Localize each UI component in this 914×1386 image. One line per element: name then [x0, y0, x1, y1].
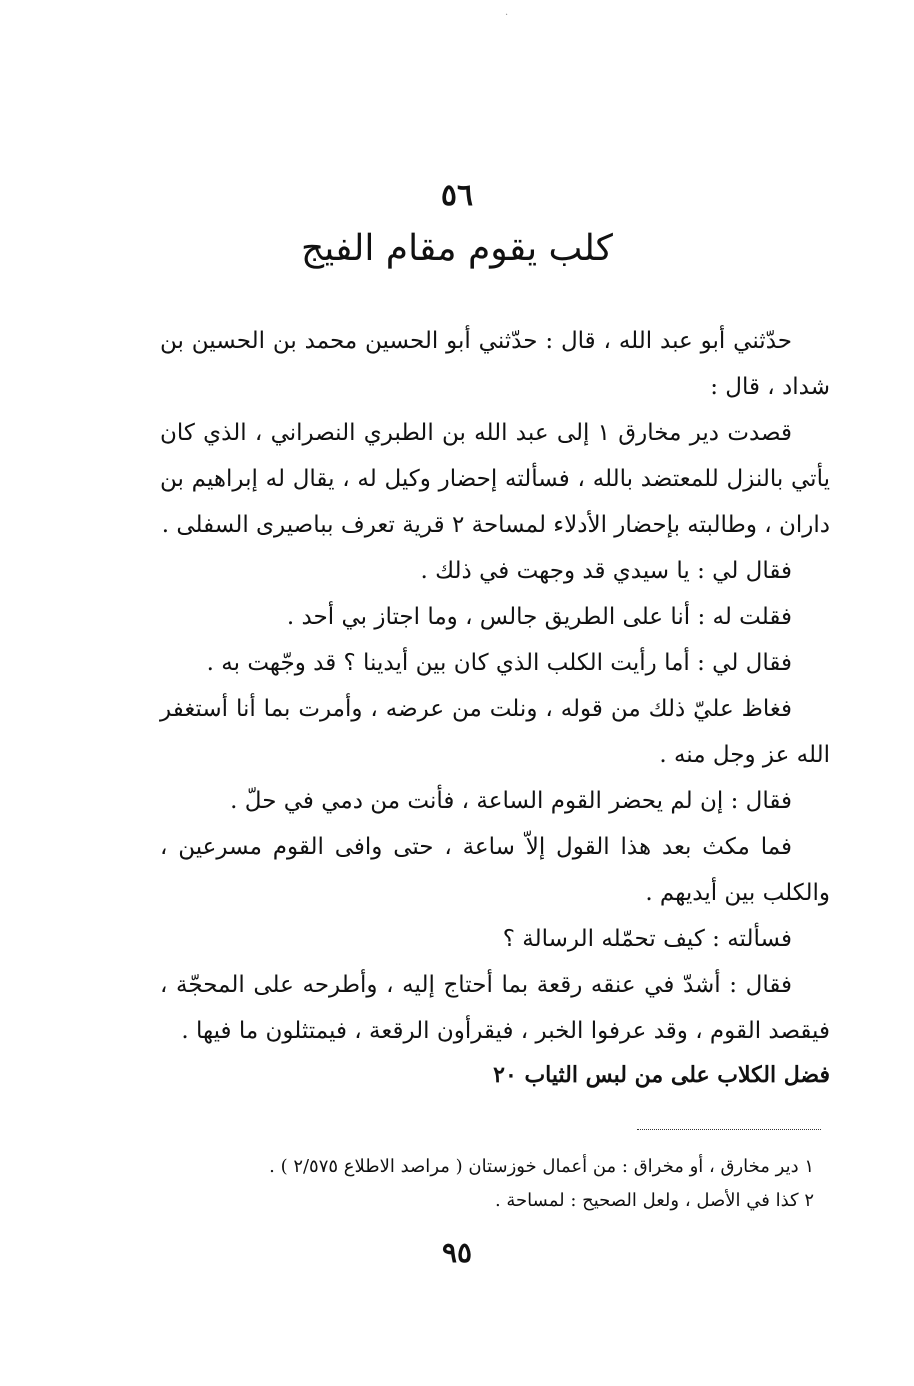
- footnotes: [200, 1150, 814, 1218]
- paragraph: فقال : إن لم يحضر القوم الساعة ، فأنت من دمي في حلّ .: [230, 788, 792, 814]
- paragraph: فقال لي : يا سيدي قد وجهت في ذلك .: [420, 558, 792, 584]
- scan-speck: ·: [505, 10, 509, 21]
- paragraph: فقلت له : أنا على الطريق جالس ، وما اجتاز بي أحد .: [286, 604, 792, 630]
- footnote-1: ١ دير مخارق ، أو مخراق : من أعمال خوزستان ( مراصد الاطلاع ٢/٥٧٥ ) .: [269, 1156, 814, 1177]
- paragraph: فسألته : كيف تحمّله الرسالة ؟: [502, 926, 792, 952]
- footnote-divider: [637, 1129, 821, 1130]
- paragraph: فقال : أشدّ في عنقه رقعة بما أحتاج إليه ، وأطرحه على المحجّة ، فيقصد القوم ، وقد عرفوا الخبر ، فيقرأون الرقعة ، فيمتثلون ما فيها .: [160, 972, 830, 1044]
- footnote-2: ٢ كذا في الأصل ، ولعل الصحيح : لمساحة .: [494, 1190, 814, 1211]
- source-reference: فضل الكلاب على من لبس الثياب ٢٠: [493, 1062, 830, 1088]
- paragraph: فما مكث بعد هذا القول إلاّ ساعة ، حتى وافى القوم مسرعين ، والكلب بين أيديهم .: [160, 834, 830, 906]
- chapter-number: ٥٦: [440, 178, 474, 213]
- paragraph: قصدت دير مخارق ١ إلى عبد الله بن الطبري النصراني ، الذي كان يأتي بالنزل للمعتضد بالله ، فسألته إحضار وكيل له ، يقال له إبراهيم بن داران ، وطالبته بإحضار الأدلاء لمساحة ٢ قرية تعرف بباصيرى السفلى .: [160, 420, 830, 538]
- page-number: ٩٥: [441, 1236, 473, 1269]
- paragraph: فغاظ عليّ ذلك من قوله ، ونلت من عرضه ، وأمرت بما أنا أستغفر الله عز وجل منه .: [160, 696, 830, 768]
- chapter-title: كلب يقوم مقام الفيج: [301, 228, 613, 269]
- body-text: [160, 318, 830, 1054]
- paragraph: حدّثني أبو عبد الله ، قال : حدّثني أبو الحسين محمد بن الحسين بن شداد ، قال :: [160, 328, 830, 400]
- paragraph: فقال لي : أما رأيت الكلب الذي كان بين أيدينا ؟ قد وجّهت به .: [206, 650, 792, 676]
